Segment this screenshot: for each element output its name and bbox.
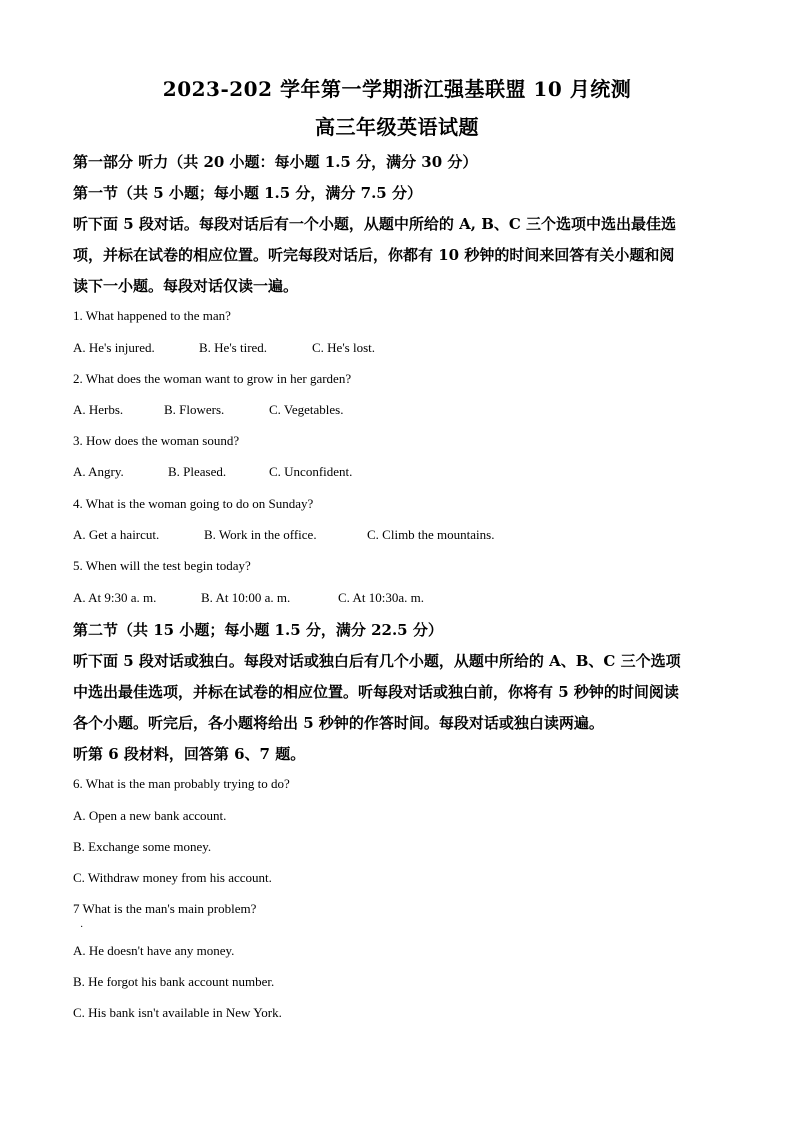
document-title: 2023-202 学年第一学期浙江强基联盟 10 月统测 xyxy=(162,77,632,101)
option-b: B. Pleased. xyxy=(168,464,227,479)
option-b: B. Work in the office. xyxy=(204,527,317,542)
question-text: 3. How does the woman sound? xyxy=(73,433,240,448)
option-a: A. Open a new bank account. xyxy=(73,808,227,823)
section2-heading: 第二节（共 15 小题；每小题 1.5 分，满分 22.5 分） xyxy=(73,621,443,639)
question-text: 1. What happened to the man? xyxy=(73,308,231,323)
section1-heading: 第一节（共 5 小题；每小题 1.5 分，满分 7.5 分） xyxy=(73,184,422,202)
option-a: A. He's injured. xyxy=(73,340,155,355)
material-6-heading: 听第 6 段材料，回答第 6、7 题。 xyxy=(73,745,306,763)
document-subtitle: 高三年级英语试题 xyxy=(315,115,479,139)
option-c: C. Withdraw money from his account. xyxy=(73,870,272,885)
option-a: A. At 9:30 a. m. xyxy=(73,590,157,605)
option-b: B. Flowers. xyxy=(164,402,225,417)
question-text: 5. When will the test begin today? xyxy=(73,558,251,573)
section2-instruction-line: 听下面 5 段对话或独白。每段对话或独白后有几个小题，从题中所给的 A、B、C 三个选项 xyxy=(73,652,681,670)
option-c: C. Unconfident. xyxy=(269,464,353,479)
option-b: B. At 10:00 a. m. xyxy=(201,590,291,605)
section1-instruction-line: 听下面 5 段对话。每段对话后有一个小题，从题中所给的 A, B、C 三个选项中选出最佳选 xyxy=(73,215,677,233)
section2-instruction-line: 中选出最佳选项，并标在试卷的相应位置。听每段对话或独白前，你将有 5 秒钟的时间阅读 xyxy=(73,683,679,701)
question-text: 2. What does the woman want to grow in her garden? xyxy=(73,371,352,386)
option-b: B. He's tired. xyxy=(199,340,268,355)
part1-heading: 第一部分 听力（共 20 小题：每小题 1.5 分，满分 30 分） xyxy=(73,153,478,171)
option-c: C. Climb the mountains. xyxy=(367,527,495,542)
question-text: 4. What is the woman going to do on Sunday? xyxy=(73,496,314,511)
option-c: C. He's lost. xyxy=(312,340,376,355)
section1-instruction-line: 项，并标在试卷的相应位置。听完每段对话后，你都有 10 秒钟的时间来回答有关小题和阅 xyxy=(73,246,675,264)
option-c: C. At 10:30a. m. xyxy=(338,590,424,605)
stray-mark: · xyxy=(80,922,84,933)
section2-instruction-line: 各个小题。听完后，各小题将给出 5 秒钟的作答时间。每段对话或独白读两遍。 xyxy=(73,714,604,732)
option-a: A. Herbs. xyxy=(73,402,124,417)
option-a: A. He doesn't have any money. xyxy=(73,943,235,958)
option-c: C. Vegetables. xyxy=(269,402,344,417)
option-c: C. His bank isn't available in New York. xyxy=(73,1005,282,1020)
option-a: A. Angry. xyxy=(73,464,124,479)
question-text: 7 What is the man's main problem? xyxy=(73,901,257,916)
option-a: A. Get a haircut. xyxy=(73,527,160,542)
question-text: 6. What is the man probably trying to do? xyxy=(73,776,290,791)
option-b: B. He forgot his bank account number. xyxy=(73,974,275,989)
section1-instruction-line: 读下一小题。每段对话仅读一遍。 xyxy=(73,277,299,295)
option-b: B. Exchange some money. xyxy=(73,839,212,854)
